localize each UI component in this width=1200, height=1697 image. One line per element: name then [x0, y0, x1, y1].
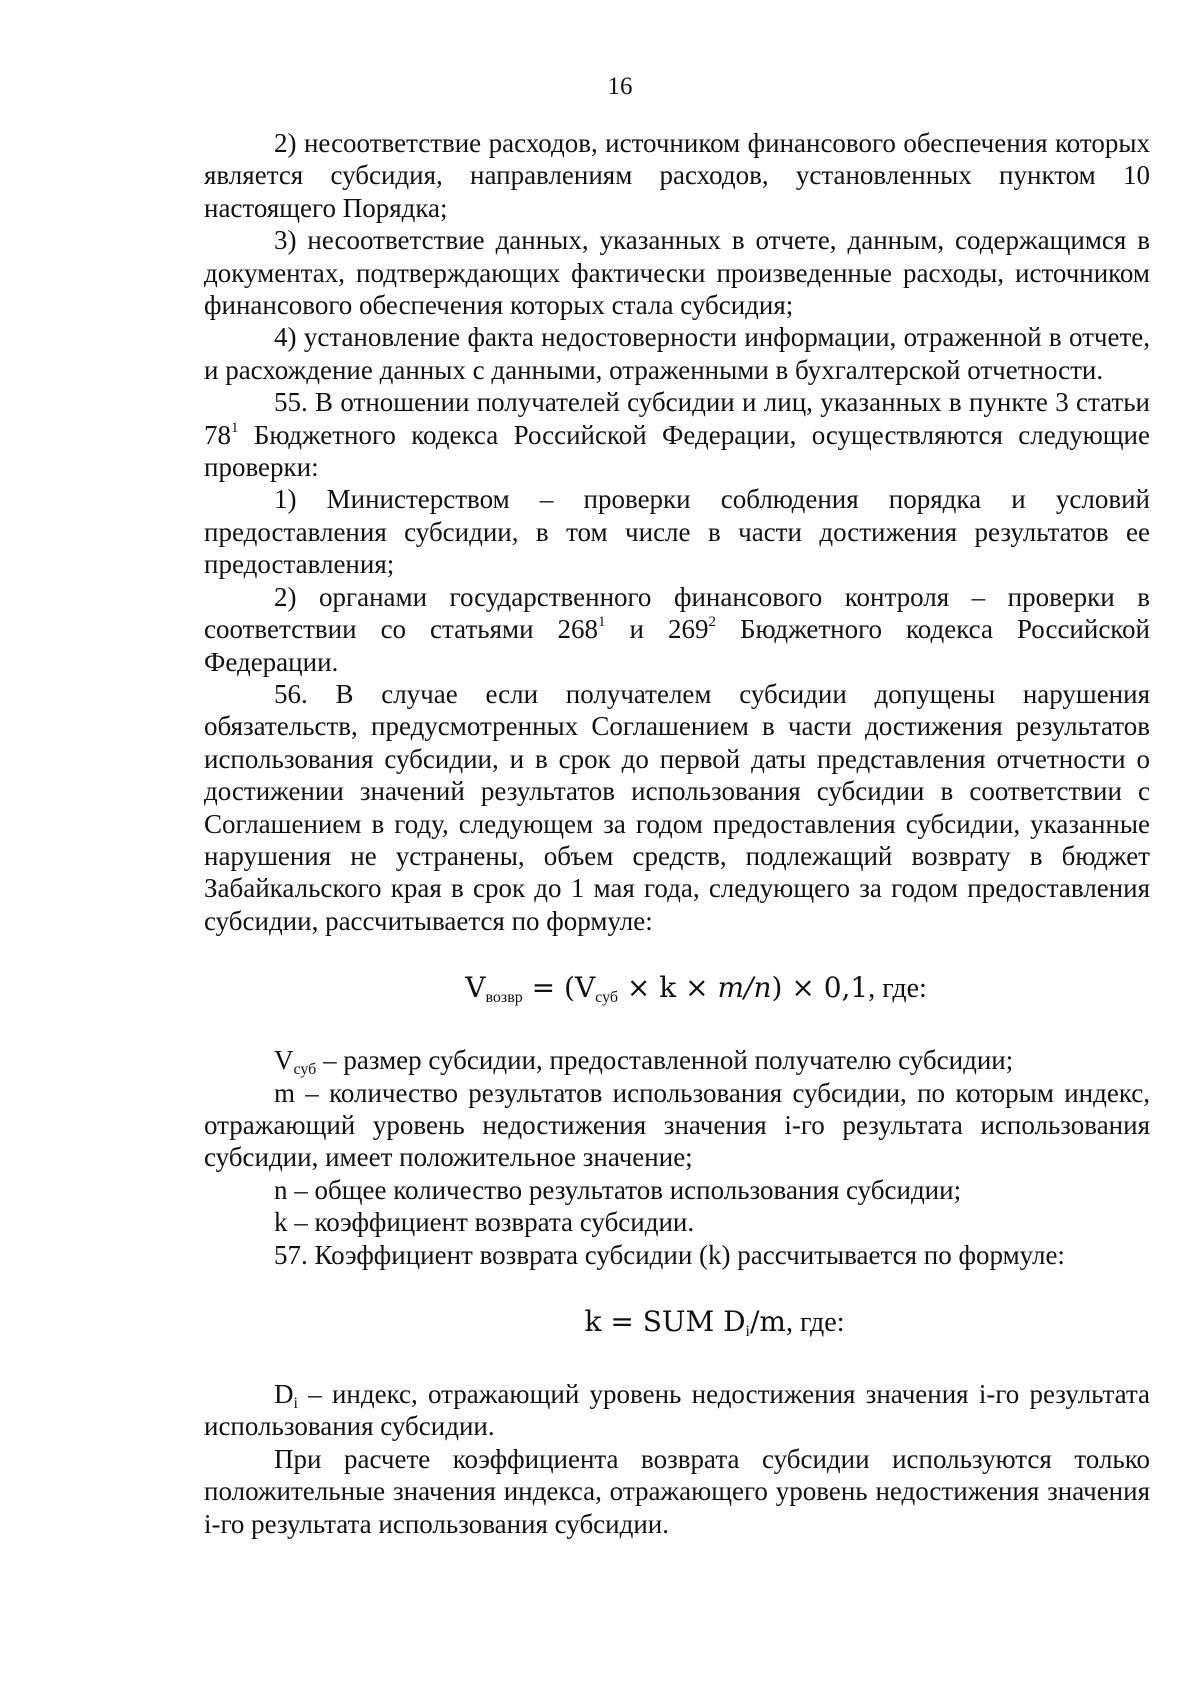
paragraph-55-item-2-text-b: и 269	[605, 614, 709, 645]
formula-coefficient	[204, 1305, 1150, 1340]
paragraph-57: 57. Коэффициент возврата субсидии (k) рассчитывается по формуле:	[274, 1239, 1065, 1270]
formula-1-sub-vozvr: возвр	[485, 989, 523, 1007]
paragraph-55	[204, 386, 1150, 483]
definition-vsub-sub: суб	[293, 1061, 317, 1079]
paragraph-56: 56. В случае если получателем субсидии допущены нарушения обязательств, предусмотренных Соглашением в части достижения результатов использования субсидии, и в срок до первой даты представления отчетности о достижении значений результатов использования субсидии в соответствии с Соглашением в году, следующем за годом предоставления субсидии, указанные нарушения не устранены, объем средств, подлежащий возврату в бюджет Забайкальского края в срок до 1 мая года, следующего за годом предоставления субсидии, рассчитывается по формуле:	[204, 678, 1150, 936]
formula-2-where: , где:	[785, 1307, 845, 1338]
definition-m: m – количество результатов использования субсидии, по которым индекс, отражающий уровень недостижения значения i-го результата использования субсидии, имеет положительное значение;	[204, 1077, 1150, 1173]
definition-vsub	[204, 1044, 1150, 1079]
paragraph-55-item-2	[204, 581, 1150, 678]
superscript-article-269: 2	[708, 614, 717, 631]
formula-1-mult: × k ×	[618, 971, 718, 1005]
formula-1-mn: m/n	[717, 971, 772, 1005]
definition-di-text: – индекс, отражающий уровень недостижения значения i-го результата использования субсидии.	[204, 1379, 1150, 1442]
definition-vsub-text: – размер субсидии, предоставленной получателю субсидии;	[316, 1045, 1014, 1076]
formula-1-where: , где:	[868, 973, 927, 1005]
paragraph-55-text-a: 55. В отношении получателей субсидии и лиц, указанных в пункте 3 статьи 78	[204, 387, 1150, 450]
paragraph-item-4: 4) установление факта недостоверности информации, отраженной в отчете, и расхождение данных с данными, отраженными в бухгалтерской отчетности.	[204, 322, 1150, 385]
paragraph-55-item-2-text-c: Бюджетного кодекса Российской Федерации.	[204, 614, 1151, 677]
formula-2-b: /m	[749, 1305, 786, 1338]
paragraph-item-2: 2) несоответствие расходов, источником финансового обеспечения которых является субсидия, направлениям расходов, установленных пунктом 10 настоящего Порядка;	[204, 128, 1150, 223]
definition-vsub-v: V	[274, 1045, 294, 1076]
formula-2-sub: i	[745, 1323, 750, 1340]
paragraph-item-3: 3) несоответствие данных, указанных в отчете, данным, содержащимся в документах, подтверждающих фактически произведенные расходы, источником финансового обеспечения которых стала субсидия;	[204, 225, 1150, 321]
paragraph-55-item-2-text-a: 2) органами государственного финансового контроля – проверки в соответствии со статьями 268	[204, 581, 1150, 645]
definition-k: k – коэффициент возврата субсидии.	[274, 1207, 695, 1238]
formula-1-tail: ) × 0,1	[771, 971, 869, 1005]
superscript-article-268: 1	[598, 614, 606, 631]
definition-n: n – общее количество результатов использования субсидии;	[274, 1174, 962, 1205]
formula-1-sub-sub: суб	[595, 989, 618, 1007]
superscript-article: 1	[231, 419, 239, 436]
definition-di	[204, 1378, 1150, 1443]
formula-refund-volume	[204, 971, 1150, 1006]
paragraph-final: При расчете коэффициента возврата субсидии используются только положительные значения индекса, отражающего уровень недостижения значения i-го результата использования субсидии.	[204, 1443, 1150, 1539]
formula-2-a: k = SUM D	[584, 1305, 746, 1338]
document-body	[204, 127, 1150, 1540]
paragraph-55-text-b: Бюджетного кодекса Российской Федерации, осуществляются следующие проверки:	[204, 419, 1150, 483]
paragraph-55-item-1: 1) Министерством – проверки соблюдения порядка и условий предоставления субсидии, в том числе в части достижения результатов ее предоставления;	[204, 484, 1150, 580]
formula-1-v: V	[465, 971, 486, 1005]
formula-1-eq: = (V	[522, 971, 596, 1005]
definition-di-d: D	[274, 1379, 294, 1409]
page-number: 16	[607, 73, 633, 100]
definition-di-sub: i	[293, 1395, 298, 1412]
